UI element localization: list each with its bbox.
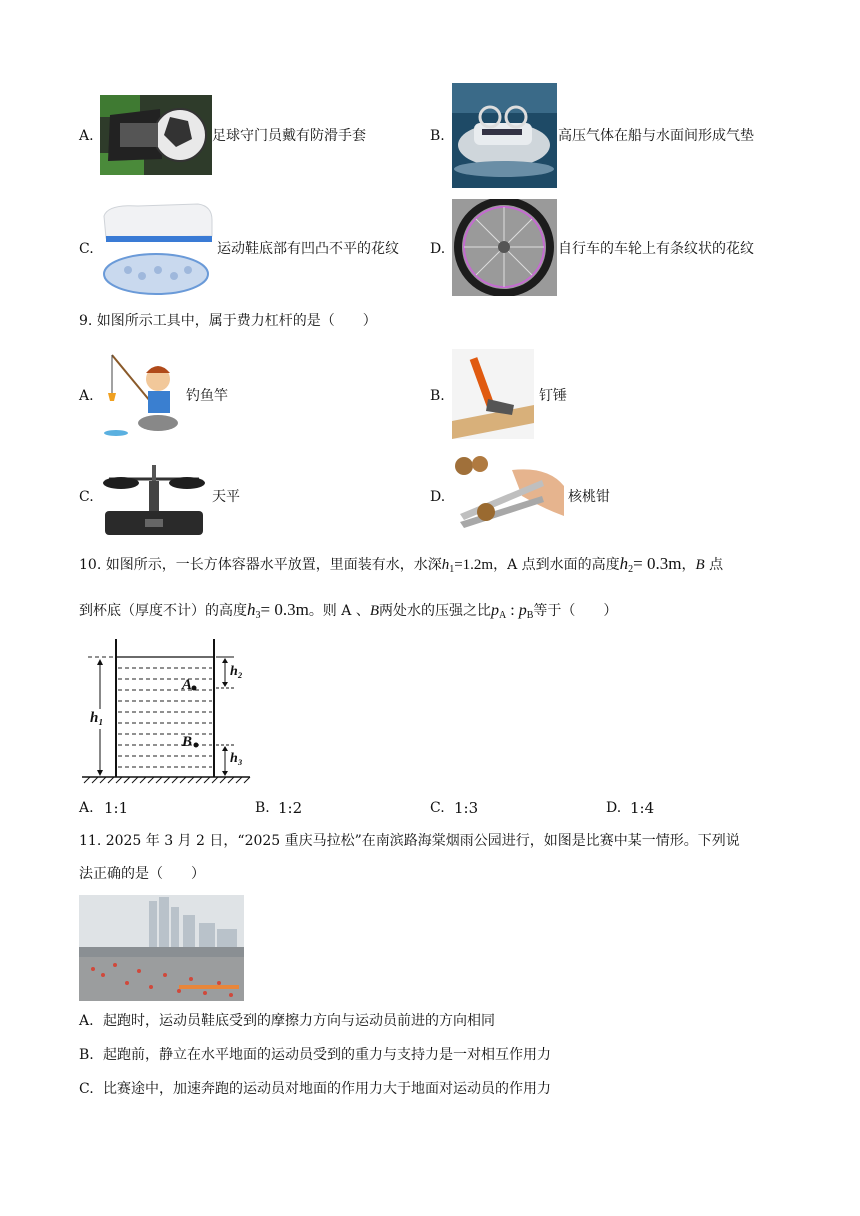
label-h1: h₁ <box>90 710 104 726</box>
q10-text-2b: 。则 A 、 <box>308 603 370 619</box>
q9-option-letter-d: D. <box>430 489 446 505</box>
nutcracker-photo <box>452 456 566 536</box>
h1-symbol: $h_1=1.2m$ <box>441 557 494 575</box>
h3-symbol: $h_3= 0.3m$ <box>247 600 309 621</box>
q10-text-2d: 等于（ ） <box>533 603 618 619</box>
question-11-stem-line-1: 11. 2025 年 3 月 2 日，“2025 重庆马拉松”在南滨路海棠烟雨公园进行，如图是比赛中某一情形。下列说 <box>79 833 740 849</box>
q10-text-2a: 到杯底（厚度不计）的高度 <box>79 603 247 619</box>
q11-option-letter-a: A. <box>79 1013 94 1029</box>
balance-scale-photo <box>99 461 209 537</box>
label-h2: h₂ <box>230 664 243 679</box>
option-text-a: 足球守门员戴有防滑手套 <box>212 128 366 144</box>
q10-option-letter-c: C. <box>430 800 445 816</box>
q11-option-letter-b: B. <box>79 1047 94 1063</box>
h2-symbol: $h_2= 0.3m$ <box>619 554 682 575</box>
q10-text-2c: 两处水的压强之比 <box>379 603 491 619</box>
q10-option-letter-b: B. <box>255 800 270 816</box>
question-11-stem-line-2: 法正确的是（ ） <box>79 866 205 882</box>
q10-text-1a: 10. 如图所示，一长方体容器水平放置，里面装有水，水深 <box>79 557 442 573</box>
option-letter-d: D. <box>430 241 446 257</box>
option-letter-a: A. <box>79 128 94 144</box>
q10-option-letter-d: D. <box>606 800 622 816</box>
option-letter-c: C. <box>79 241 94 257</box>
goalkeeper-glove-photo <box>100 95 212 175</box>
question-10-line-2 <box>79 601 617 625</box>
q9-option-text-b: 钉锤 <box>539 388 567 404</box>
question-10-line-1 <box>79 555 723 579</box>
label-point-b: B <box>182 734 193 750</box>
pressure-ratio: $p_A$ : $p_B$ <box>491 602 534 621</box>
q10-text-1c: ， <box>681 557 696 573</box>
q9-option-letter-b: B. <box>430 388 445 404</box>
q11-option-text-b: 起跑前，静立在水平地面的运动员受到的重力与支持力是一对相互作用力 <box>103 1047 551 1063</box>
q10-option-text-b: 1:2 <box>278 799 303 817</box>
option-text-c: 运动鞋底部有凹凸不平的花纹 <box>217 241 399 257</box>
q11-option-letter-c: C. <box>79 1081 94 1097</box>
q11-option-text-a: 起跑时，运动员鞋底受到的摩擦力方向与运动员前进的方向相同 <box>103 1013 495 1029</box>
option-text-d: 自行车的车轮上有条纹状的花纹 <box>558 241 754 257</box>
q9-option-letter-a: A. <box>79 388 94 404</box>
q10-text-1b: ，A 点到水面的高度 <box>493 557 620 573</box>
q10-option-text-a: 1:1 <box>104 799 129 817</box>
option-text-b: 高压气体在船与水面间形成气垫 <box>558 128 754 144</box>
q10-text-1d: 点 <box>704 557 724 573</box>
point-b-symbol-2: B <box>369 603 379 619</box>
q9-option-text-d: 核桃钳 <box>568 489 610 505</box>
label-point-a: A <box>182 677 193 693</box>
marathon-photo <box>79 895 244 1001</box>
label-h3: h₃ <box>230 751 243 766</box>
option-letter-b: B. <box>430 128 445 144</box>
point-b-symbol: B <box>695 557 705 573</box>
sneaker-sole-photo <box>98 196 216 301</box>
q9-option-text-c: 天平 <box>212 489 240 505</box>
q10-option-text-c: 1:3 <box>454 799 479 817</box>
hovercraft-photo <box>452 83 557 188</box>
fishing-rod-cartoon <box>100 349 184 439</box>
container-diagram <box>78 637 256 785</box>
q10-option-text-d: 1:4 <box>630 799 655 817</box>
claw-hammer-photo <box>452 349 534 439</box>
question-9-stem: 9. 如图所示工具中，属于费力杠杆的是（ ） <box>79 313 377 329</box>
q9-option-text-a: 钓鱼竿 <box>186 388 228 404</box>
q10-option-letter-a: A. <box>79 800 94 816</box>
q9-option-letter-c: C. <box>79 489 94 505</box>
q11-option-text-c: 比赛途中，加速奔跑的运动员对地面的作用力大于地面对运动员的作用力 <box>103 1081 551 1097</box>
bicycle-wheel-photo <box>452 199 557 296</box>
